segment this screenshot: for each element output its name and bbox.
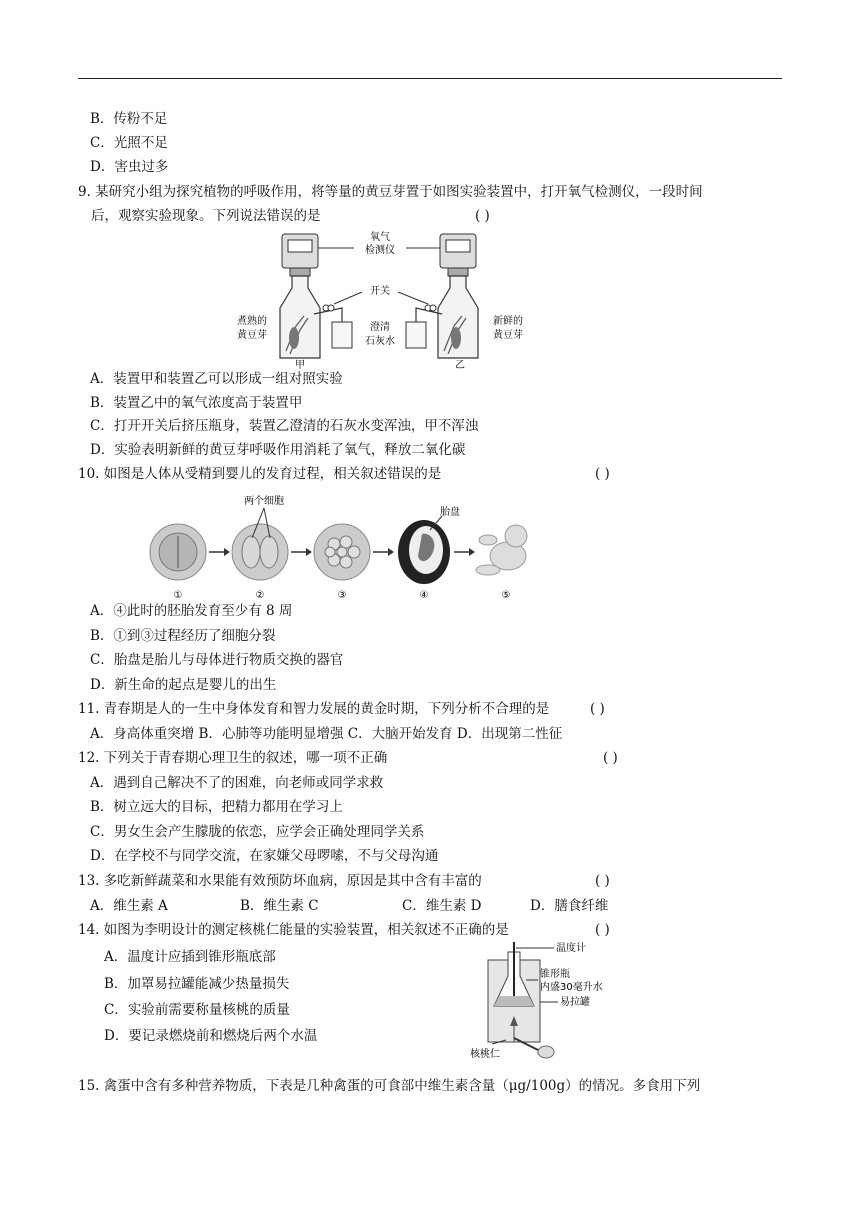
walnut-calorimeter-figure (466, 940, 636, 1065)
q14-option-a: A．温度计应插到锥形瓶底部 (104, 949, 276, 965)
q10-option-d: D．新生命的起点是婴儿的出生 (90, 677, 277, 693)
q12-option-c: C．男女生会产生朦胧的依恋，应学会正确处理同学关系 (90, 824, 425, 840)
q14-option-c: C．实验前需要称量核桃的质量 (104, 1002, 290, 1018)
label-flask: 锥形瓶 (540, 969, 570, 980)
label-can: 易拉罐 (560, 997, 590, 1008)
beaker-yi (406, 322, 426, 348)
q12-answer-bracket: ( ) (603, 750, 618, 766)
label-switch: 开关 (370, 286, 390, 297)
label-stage-5: ⑤ (501, 590, 511, 601)
label-placenta: 胎盘 (440, 507, 460, 518)
q12-option-d: D．在学校不与同学交流，在家嫌父母啰嗦，不与父母沟通 (90, 848, 439, 864)
q14-option-b: B．加罩易拉罐能减少热量损失 (104, 976, 290, 992)
bottle-yi (438, 276, 478, 358)
q10-stem: 10. 如图是人体从受精到婴儿的发育过程，相关叙述错误的是 (78, 466, 442, 482)
q13-option-a: A．维生素 A (90, 898, 168, 914)
q12-option-a: A．遇到自己解决不了的困难，向老师或同学求救 (90, 775, 384, 791)
q9-option-c: C．打开开关后挤压瓶身，装置乙澄清的石灰水变浑浊，甲不浑浊 (90, 418, 479, 434)
q13-option-b: B．维生素 C (240, 898, 319, 914)
q9-stem-line1: 9. 某研究小组为探究植物的呼吸作用，将等量的黄豆芽置于如图实验装置中，打开氧气检测仪，一段时间 (78, 184, 703, 200)
q10-option-a: A．④此时的胚胎发育至少有 8 周 (90, 603, 293, 619)
label-two-cells: 两个细胞 (244, 496, 284, 507)
q15-stem-line1: 15. 禽蛋中含有多种营养物质，下表是几种禽蛋的可食部中维生素含量（μg/100g）的情况。多食用下列 (78, 1078, 701, 1094)
q14-answer-bracket: ( ) (595, 922, 610, 938)
q13-answer-bracket: ( ) (595, 873, 610, 889)
q14-option-d: D．要记录燃烧前和燃烧后两个水温 (104, 1028, 318, 1044)
label-stage-3: ③ (337, 590, 347, 601)
label-detector: 检测仪 (365, 245, 395, 256)
q12-stem: 12. 下列关于青春期心理卫生的叙述，哪一项不正确 (78, 750, 388, 766)
label-yi: 乙 (455, 360, 465, 370)
oxygen-detector-left (282, 234, 318, 276)
oxygen-detector-right (440, 234, 476, 276)
label-limewater-2: 石灰水 (365, 336, 395, 347)
q9-option-b: B．装置乙中的氧气浓度高于装置甲 (90, 395, 303, 411)
q9-option-d: D．实验表明新鲜的黄豆芽呼吸作用消耗了氧气，释放二氧化碳 (90, 442, 466, 458)
q8-option-b: B．传粉不足 (90, 111, 168, 127)
human-development-figure (140, 490, 530, 602)
q11-answer-bracket: ( ) (590, 701, 605, 717)
q9-option-a: A．装置甲和装置乙可以形成一组对照实验 (90, 371, 343, 387)
beaker-jia (332, 322, 352, 348)
q13-option-d: D．膳食纤维 (530, 898, 609, 914)
q8-option-c: C．光照不足 (90, 135, 168, 151)
q10-option-c: C．胎盘是胎儿与母体进行物质交换的器官 (90, 652, 344, 668)
label-cooked-2: 黄豆芽 (237, 330, 267, 341)
respiration-apparatus-figure (230, 226, 550, 370)
q11-stem: 11. 青春期是人的一生中身体发育和智力发展的黄金时期，下列分析不合理的是 (78, 701, 550, 717)
q12-option-b: B．树立远大的目标，把精力都用在学习上 (90, 799, 343, 815)
label-thermometer: 温度计 (556, 943, 586, 954)
label-stage-1: ① (173, 590, 183, 601)
q9-stem-line2: 后，观察实验现象。下列说法错误的是 (91, 208, 321, 224)
label-stage-4: ④ (419, 590, 429, 601)
header-rule (78, 78, 782, 79)
label-walnut: 核桃仁 (470, 1049, 500, 1060)
bottle-jia (280, 276, 320, 358)
q10-option-b: B．①到③过程经历了细胞分裂 (90, 628, 276, 644)
label-limewater-1: 澄清 (370, 322, 390, 333)
q10-answer-bracket: ( ) (595, 466, 610, 482)
label-cooked-1: 煮熟的 (237, 316, 267, 327)
q13-option-c: C．维生素 D (402, 898, 482, 914)
q9-answer-bracket: ( ) (475, 208, 490, 224)
label-jia: 甲 (295, 360, 305, 370)
label-oxygen: 氧气 (370, 232, 390, 243)
label-fresh-1: 新鲜的 (493, 316, 523, 327)
q14-stem: 14. 如图为李明设计的测定核桃仁能量的实验装置，相关叙述不正确的是 (78, 922, 509, 938)
label-fresh-2: 黄豆芽 (493, 330, 523, 341)
label-stage-2: ② (255, 590, 265, 601)
label-water: 内盛30毫升水 (540, 982, 603, 993)
q11-options: A．身高体重突增 B．心肺等功能明显增强 C．大脑开始发育 D．出现第二性征 (90, 726, 563, 742)
q8-option-d: D．害虫过多 (90, 159, 169, 175)
q13-stem: 13. 多吃新鲜蔬菜和水果能有效预防坏血病，原因是其中含有丰富的 (78, 873, 482, 889)
